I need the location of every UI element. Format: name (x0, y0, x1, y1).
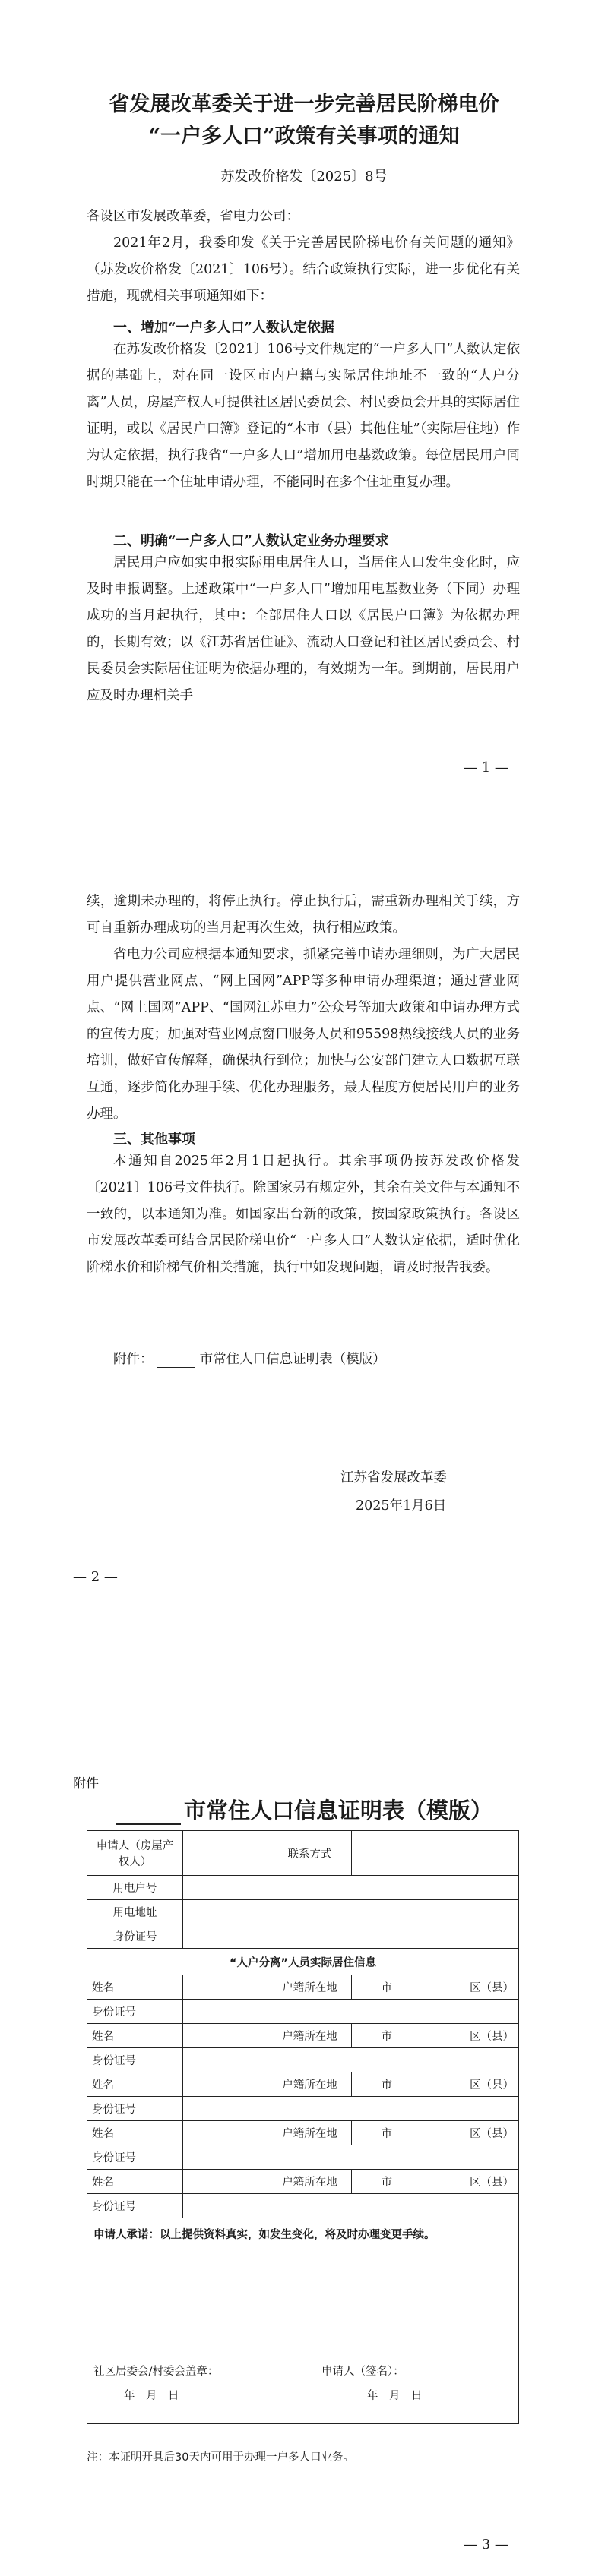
name-field[interactable] (183, 2072, 268, 2097)
account-field[interactable] (183, 1876, 519, 1900)
form-title (0, 1794, 608, 1825)
page-2 (0, 858, 608, 1716)
contact-label: 联系方式 (268, 1831, 352, 1876)
address-label: 用电地址 (87, 1900, 183, 1924)
district-label: 区（县） (397, 2072, 519, 2097)
heading-1: 一、增加“一户多人口”人数认定依据 (113, 320, 334, 336)
person-row (87, 2024, 519, 2048)
hukou-label: 户籍所在地 (268, 2121, 352, 2145)
person-id-label: 身份证号 (87, 2000, 183, 2024)
person-id-label: 身份证号 (87, 2097, 183, 2121)
paragraph-2: 居民用户应如实申报实际用电居住人口，当居住人口发生变化时，应及时申报调整。上述政策中“一户多人口”增加用电基数业务（下同）办理成功的当月起执行，其中：全部居住人口以《居民户口簿》为依据办理的，长期有效；以《江苏省居住证》、流动人口登记和社区居民委员会、村民委员会实际居住证明为依据办理的，有效期为一年。到期前，居民用户应及时办理相关手 (87, 555, 520, 703)
hukou-label: 户籍所在地 (268, 2072, 352, 2097)
city-label: 市 (352, 2170, 397, 2194)
person-id-field[interactable] (183, 2048, 519, 2072)
page-number: — 2 — (73, 1569, 118, 1585)
person-row (87, 1975, 519, 2000)
name-label: 姓名 (87, 2170, 183, 2194)
paragraph-1: 在苏发改价格发〔2021〕106号文件规定的“一户多人口”人数认定依据的基础上，对在同一设区市内户籍与实际居住地址不一致的“人户分离”人员，房屋产权人可提供社区居民委员会、村民委员会开具的实际居住证明，或以《居民户口簿》登记的“本市（县）其他住址”（实际居住地）作为认定依据，执行我省“一户多人口”增加用电基数政策。每位居民用户同时期只能在一个住址申请办理，不能同时在多个住址重复办理。 (87, 342, 520, 490)
name-field[interactable] (183, 2170, 268, 2194)
person-row (87, 2072, 519, 2097)
hukou-label: 户籍所在地 (268, 1975, 352, 2000)
committee-date: 年 月 日 (124, 2390, 179, 2402)
city-label: 市 (352, 2024, 397, 2048)
doc-title-line2: “一户多人口”政策有关事项的通知 (148, 125, 460, 148)
heading-2: 二、明确“一户多人口”人数认定业务办理要求 (113, 533, 389, 549)
applicant-date: 年 月 日 (367, 2390, 423, 2402)
paragraph-2-continued: 续，逾期未办理的，将停止执行。停止执行后，需重新办理相关手续，方可自重新办理成功的当月起再次生效，执行相应政策。 (87, 894, 520, 936)
hukou-label: 户籍所在地 (268, 2024, 352, 2048)
person-id-field[interactable] (183, 2194, 519, 2218)
name-label: 姓名 (87, 1975, 183, 2000)
promise-cell (87, 2218, 519, 2424)
section-header: “人户分离”人员实际居住信息 (87, 1949, 519, 1975)
name-field[interactable] (183, 2121, 268, 2145)
page-number: — 3 — (464, 2537, 508, 2552)
form-title-blank (116, 1801, 181, 1825)
district-label: 区（县） (397, 2121, 519, 2145)
heading-3: 三、其他事项 (113, 1132, 195, 1148)
attachment-label: 附件： (113, 1352, 154, 1367)
applicant-field[interactable] (183, 1831, 268, 1876)
page-3 (0, 1716, 608, 2576)
account-label: 用电户号 (87, 1876, 183, 1900)
committee-seal-label: 社区居委会/村委会盖章： (93, 2366, 219, 2378)
attachment-name: 市常住人口信息证明表（模版） (199, 1352, 386, 1367)
person-id-label: 身份证号 (87, 2145, 183, 2170)
attachment-heading: 附件 (73, 1776, 99, 1792)
applicant-label: 申请人（房屋产权人） (87, 1831, 183, 1876)
signer: 江苏省发展改革委 (340, 1470, 447, 1485)
intro-paragraph: 2021年2月，我委印发《关于完善居民阶梯电价有关问题的通知》（苏发改价格发〔2021〕106号）。结合政策执行实际，进一步优化有关措施，现就相关事项通知如下： (87, 235, 520, 304)
page-number: — 1 — (464, 759, 508, 775)
id-field[interactable] (183, 1924, 519, 1949)
district-label: 区（县） (397, 1975, 519, 2000)
id-label: 身份证号 (87, 1924, 183, 1949)
sign-date: 2025年1月6日 (356, 1498, 447, 1514)
promise-text: 申请人承诺：以上提供资料真实，如发生变化，将及时办理变更手续。 (93, 2229, 435, 2241)
person-id-field[interactable] (183, 2145, 519, 2170)
name-label: 姓名 (87, 2121, 183, 2145)
paragraph-3: 省电力公司应根据本通知要求，抓紧完善申请办理细则，为广大居民用户提供营业网点、“网上国网”APP等多种申请办理渠道；通过营业网点、“网上国网”APP、“国网江苏电力”公众号等加大政策和申请办理方式的宣传力度；加强对营业网点窗口服务人员和95598热线接线人员的业务培训，做好宣传解释，确保执行到位；加快与公安部门建立人口数据互联互通，逐步简化办理手续、优化办理服务，最大程度方便居民用户的业务办理。 (87, 947, 520, 1122)
address-field[interactable] (183, 1900, 519, 1924)
person-id-field[interactable] (183, 2097, 519, 2121)
doc-number: 苏发改价格发〔2025〕8号 (220, 169, 388, 185)
name-label: 姓名 (87, 2072, 183, 2097)
name-label: 姓名 (87, 2024, 183, 2048)
page-1 (0, 0, 608, 858)
city-label: 市 (352, 2072, 397, 2097)
person-id-field[interactable] (183, 2000, 519, 2024)
person-row (87, 2170, 519, 2194)
doc-title-line1: 省发展改革委关于进一步完善居民阶梯电价 (109, 93, 499, 116)
hukou-label: 户籍所在地 (268, 2170, 352, 2194)
residence-form (87, 1830, 519, 2424)
form-note: 注：本证明开具后30天内可用于办理一户多人口业务。 (87, 2451, 354, 2464)
form-title-text: 市常住人口信息证明表（模版） (183, 1798, 492, 1823)
district-label: 区（县） (397, 2024, 519, 2048)
person-id-label: 身份证号 (87, 2048, 183, 2072)
paragraph-4: 本通知自2025年2月1日起执行。其余事项仍按苏发改价格发〔2021〕106号文件执行。除国家另有规定外，其余有关文件与本通知不一致的，以本通知为准。如国家出台新的政策，按国家政策执行。各设区市发展改革委可结合居民阶梯电价“一户多人口”人数认定依据，适时优化阶梯水价和阶梯气价相关措施，执行中如发现问题，请及时报告我委。 (87, 1154, 520, 1275)
name-field[interactable] (183, 1975, 268, 2000)
city-label: 市 (352, 1975, 397, 2000)
applicant-sign-label: 申请人（签名）： (321, 2366, 404, 2378)
district-label: 区（县） (397, 2170, 519, 2194)
city-label: 市 (352, 2121, 397, 2145)
attachment-blank (157, 1353, 195, 1368)
person-row (87, 2121, 519, 2145)
name-field[interactable] (183, 2024, 268, 2048)
addressee: 各设区市发展改革委，省电力公司： (87, 209, 299, 224)
contact-field[interactable] (352, 1831, 519, 1876)
attachment-line (113, 1349, 386, 1368)
person-id-label: 身份证号 (87, 2194, 183, 2218)
